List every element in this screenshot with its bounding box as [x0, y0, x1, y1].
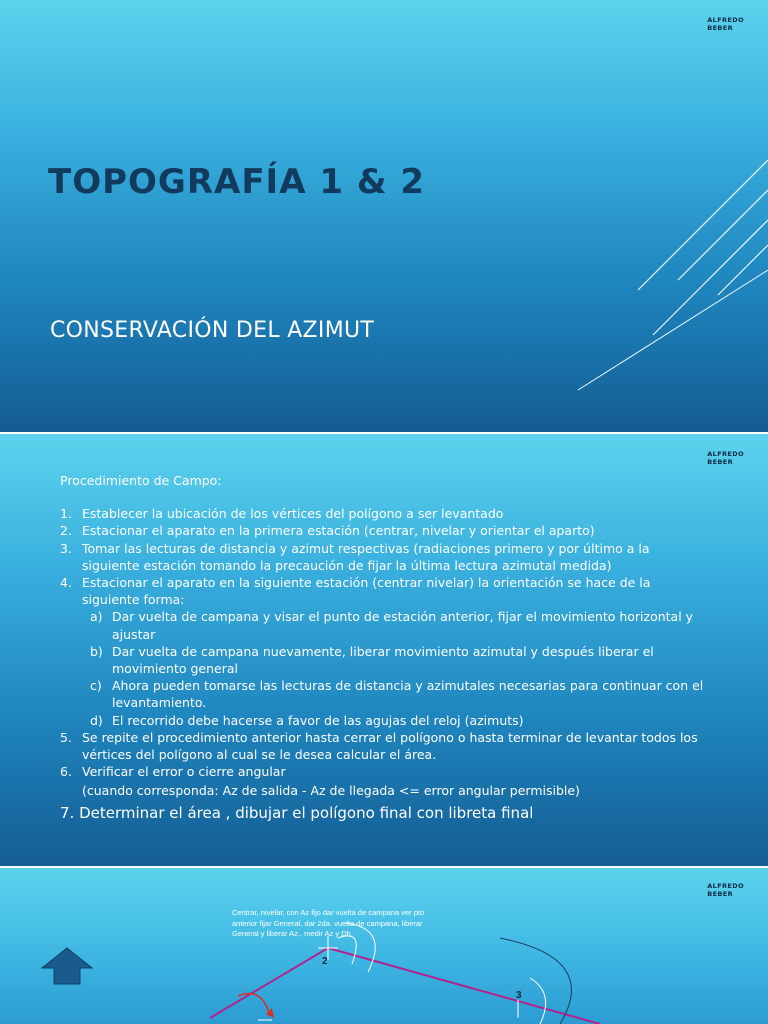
- substep-item: [60, 712, 710, 729]
- item-text: Estacionar el aparato en la primera estación (centrar, nivelar y orientar el aparto): [82, 523, 595, 539]
- rotation-arc: [500, 938, 571, 1024]
- item-text: Ahora pueden tomarse las lecturas de distancia y azimutales necesarias para continuar con el levantamiento.: [112, 678, 704, 711]
- station-label-2: 2: [322, 956, 328, 967]
- item-number: 4.: [60, 575, 72, 591]
- author-label: ALFREDO BEBER: [707, 882, 744, 898]
- rotation-arc: [338, 936, 356, 964]
- step-item: [60, 763, 710, 780]
- procedure-heading: Procedimiento de Campo:: [60, 473, 222, 488]
- step-item: [60, 505, 710, 522]
- item-text: Se repite el procedimiento anterior hasta cerrar el polígono o hasta terminar de levantar todos los vértices del polígono al cual se le desea calcular el área.: [82, 729, 698, 763]
- procedure-content: [60, 472, 710, 823]
- deco-line: [638, 160, 768, 290]
- item-text: Dar vuelta de campana nuevamente, liberar movimiento azimutal y después liberar el movimiento general: [112, 643, 654, 677]
- final-step: 7. Determinar el área , dibujar el polígono final con libreta final: [60, 803, 534, 822]
- step-item: [60, 522, 710, 539]
- station-label-3: 3: [516, 990, 522, 1001]
- deco-line: [678, 190, 768, 280]
- item-text: Establecer la ubicación de los vértices del polígono a ser levantado: [82, 506, 504, 522]
- deco-line: [578, 270, 768, 390]
- rotation-arc-red: [238, 994, 270, 1017]
- slide-subtitle: CONSERVACIÓN DEL AZIMUT: [50, 318, 375, 343]
- item-number: 5.: [60, 729, 72, 745]
- item-text: Dar vuelta de campana y visar el punto de estación anterior, fijar el movimiento horizontal y ajustar: [112, 609, 694, 642]
- item-number: 6.: [60, 764, 72, 780]
- substep-item: [60, 643, 710, 677]
- diagram-note: Centrar, nivelar, con Az fijo dar vuelta de campana ver pto anterior fijar General, dar 2da. vuelta de campana, liberar General y liberar Az., medir Az y Dh: [232, 908, 425, 938]
- polygon-diagram: [0, 868, 768, 1024]
- item-text: Tomar las lecturas de distancia y azimut respectivas (radiaciones primero y por último a la siguiente estación tomando la precaución de fijar la última lectura azimutal medida): [82, 540, 650, 573]
- item-number: d): [90, 712, 103, 728]
- deco-line: [653, 220, 768, 335]
- steps-list: [60, 505, 710, 608]
- author-label: ALFREDO BEBER: [707, 450, 744, 466]
- rotation-arc: [530, 978, 546, 1024]
- substeps-list: [60, 608, 710, 728]
- polygon-edge: [328, 948, 600, 1024]
- procedure-slide: [0, 434, 768, 866]
- decorative-lines: [568, 150, 768, 410]
- step-item: [60, 574, 710, 608]
- item-number: b): [90, 643, 103, 659]
- item-number: 2.: [60, 523, 72, 539]
- substep-item: [60, 677, 710, 711]
- slide-title: TOPOGRAFÍA 1 & 2: [48, 162, 425, 202]
- item-number: c): [90, 678, 102, 694]
- home-arrow-icon[interactable]: [40, 946, 94, 986]
- diagram-slide: [0, 868, 768, 1024]
- item-number: 3.: [60, 540, 72, 556]
- substep-item: [60, 608, 710, 642]
- polygon-edge: [210, 948, 328, 1018]
- steps-list-2: [60, 729, 710, 781]
- item-text: El recorrido debe hacerse a favor de las agujas del reloj (azimuts): [112, 712, 524, 728]
- step-item: [60, 540, 710, 574]
- author-label: ALFREDO BEBER: [707, 16, 744, 32]
- item-text: Estacionar el aparato en la siguiente estación (centrar nivelar) la orientación se hace de la siguiente forma:: [82, 575, 651, 608]
- item-number: a): [90, 609, 103, 625]
- item-text: Verificar el error o cierre angular: [82, 764, 286, 780]
- angular-error-note: (cuando corresponda: Az de salida - Az de llegada <= error angular permisible): [82, 783, 580, 799]
- title-slide: [0, 0, 768, 432]
- item-number: 1.: [60, 506, 72, 522]
- step-item: [60, 729, 710, 763]
- deco-line: [718, 245, 768, 295]
